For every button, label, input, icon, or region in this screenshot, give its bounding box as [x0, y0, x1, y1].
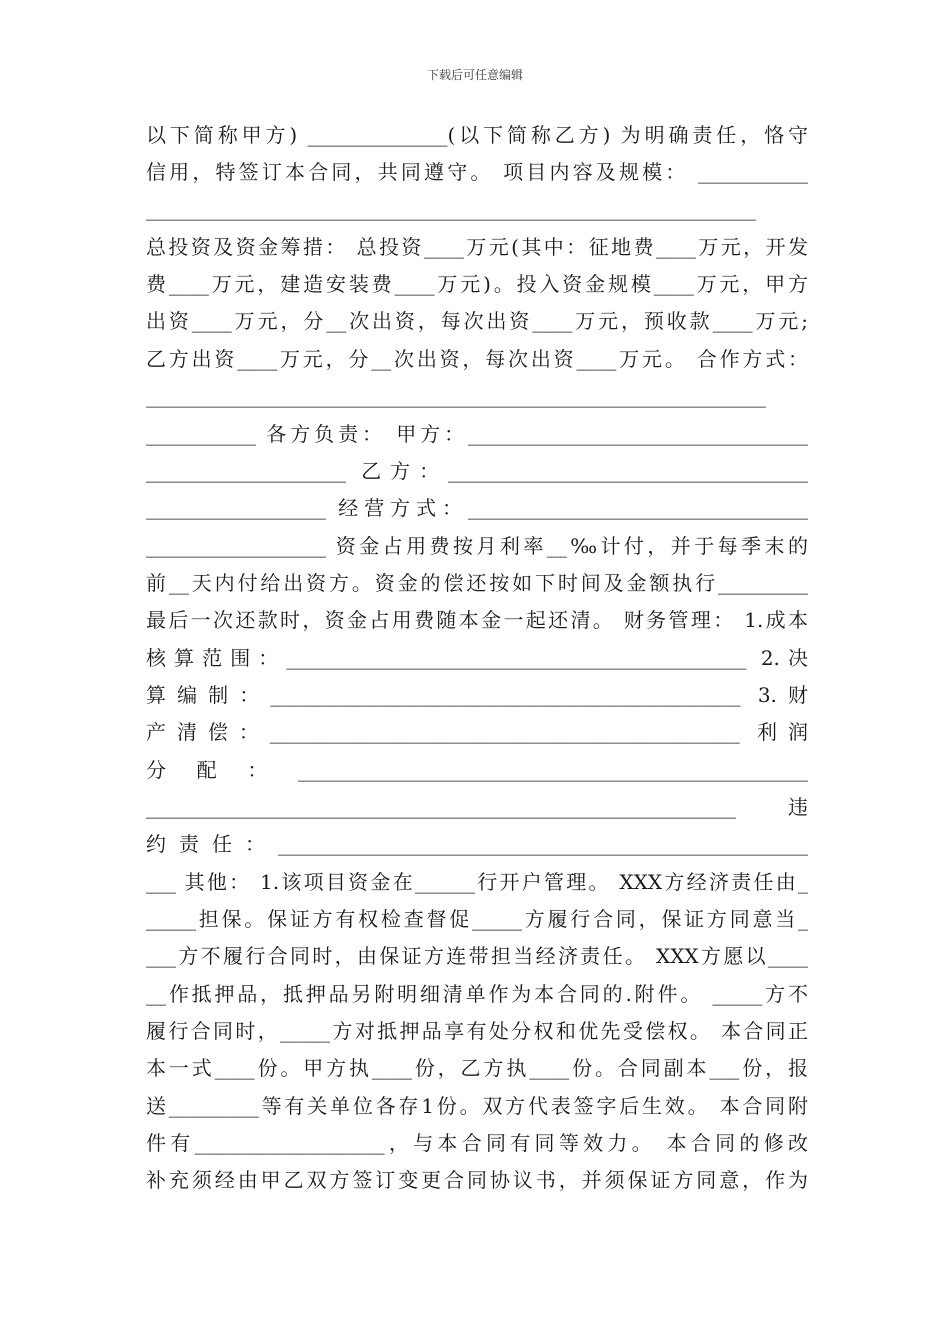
text-line: __作抵押品，抵押品另附明细清单作为本合同的.附件。 _____方不 [146, 982, 808, 1006]
text-line: 前__天内付给出资方。资金的偿还按如下时间及金额执行_________ [146, 571, 808, 595]
text-line: ___________________________________________________________ 违 [146, 795, 808, 819]
text-line: 费____万元，建造安装费____万元)。投入资金规模____万元，甲方 [146, 272, 808, 296]
text-line: 核算范围：______________________________________________ 2.决 [146, 646, 808, 670]
text-line: 算编制：_______________________________________________ 3.财 [146, 683, 808, 707]
text-line: 履行合同时，_____方对抵押品享有处分权和优先受偿权。 本合同正 [146, 1019, 808, 1043]
text-line: 乙方出资____万元，分__次出资，每次出资____万元。 合作方式： [146, 347, 808, 371]
text-line: ______________________________________________________________ [146, 384, 766, 408]
text-line: 分配：___________________________________________________ [146, 758, 808, 782]
text-line: 补充须经由甲乙双方签订变更合同协议书，并须保证方同意，作为 [146, 1168, 808, 1192]
text-line: 本一式____份。甲方执____份，乙方执____份。合同副本___份，报 [146, 1056, 808, 1080]
text-line: 产清偿：_______________________________________________ 利润 [146, 720, 808, 744]
text-line: 总投资及资金筹措： 总投资____万元(其中：征地费____万元，开发 [146, 235, 808, 259]
text-line: 信用，特签订本合同，共同遵守。 项目内容及规模： ___________ [146, 160, 808, 184]
text-line: ___ 其他： 1.该项目资金在______行开户管理。 XXX方经济责任由_ [146, 870, 808, 894]
text-line: _____________________________________________________________ [146, 197, 756, 221]
text-line: __________________ 资金占用费按月利率__‰计付，并于每季末的 [146, 534, 808, 558]
text-line: ____________________ 乙方：____________________________________ [146, 459, 808, 483]
text-line: ___________ 各方负责： 甲方：__________________________________ [146, 422, 808, 446]
page-header: 下载后可任意编辑 [426, 68, 523, 82]
text-line: ___方不履行合同时，由保证方连带担当经济责任。 XXX方愿以____ [146, 944, 808, 968]
text-line: 件有___________________，与本合同有同等效力。 本合同的修改 [146, 1131, 808, 1155]
text-line: 约责任：_____________________________________________________ [146, 832, 808, 856]
text-line: _____担保。保证方有权检查督促_____方履行合同，保证方同意当_ [146, 907, 808, 931]
text-line: 以下简称甲方) ______________(以下简称乙方) 为明确责任，恪守 [146, 123, 808, 147]
text-line: __________________ 经营方式：__________________________________ [146, 496, 808, 520]
text-line: 出资____万元，分__次出资，每次出资____万元，预收款____万元; [146, 309, 808, 333]
text-line: 最后一次还款时，资金占用费随本金一起还清。 财务管理： 1.成本 [146, 608, 808, 632]
text-line: 送_________等有关单位各存1份。双方代表签字后生效。 本合同附 [146, 1094, 808, 1118]
